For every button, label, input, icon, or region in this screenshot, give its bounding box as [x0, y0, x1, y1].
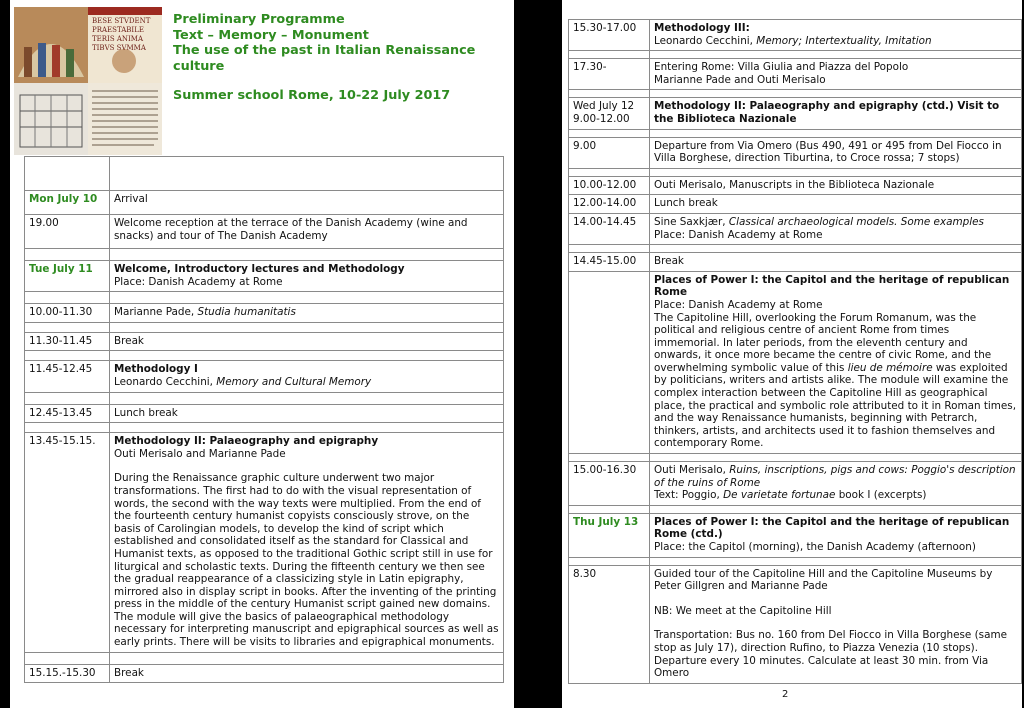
time-cell: 10.00-12.00: [569, 176, 650, 195]
page-1: [10, 0, 514, 708]
table-row: [25, 664, 504, 683]
programme-table-page-1: [24, 156, 504, 683]
table-row: [25, 322, 504, 332]
session-title: Methodology III:: [654, 22, 750, 34]
event-cell: Welcome, Introductory lectures and Methodology Place: Danish Academy at Rome: [110, 261, 504, 292]
event-cell: Outi Merisalo, Ruins, inscriptions, pigs and cows: Poggio's description of the ruins of Rome Text: Poggio, De varietate fortunae book I (excerpts): [650, 462, 1022, 506]
table-row: [569, 454, 1022, 462]
table-row: [25, 351, 504, 361]
programme-header: [10, 0, 514, 156]
table-row: [569, 565, 1022, 683]
module-description: During the Renaissance graphic culture underwent two major transformations. The first had to do with the visual representation of words, the second with the way texts were multiplied. From the end of the fourteenth century humanist copyists consciously strove, on the basis of Carolingian models, to develop the kind of script which established and consolidated itself as the standard for Classical and Humanist texts, as opposed to the traditional Gothic script still in use for liturgical and scholastic texts. During the fifteenth century we then see the gradual reappearance of a classicizing style in Latin epigraphy, mirrored also in display script in books. After the inventing of the printing press in the middle of the century Humanist script gained new domains. The module will give the basics of palaeographical methodology necessary for interpreting manuscript and epigraphical sources as well as early prints. There will be visits to libraries and epigraphical monuments.: [114, 472, 499, 649]
table-row: [25, 157, 504, 191]
table-row: [569, 20, 1022, 51]
title-line: Preliminary Programme: [173, 12, 345, 27]
event-cell: Entering Rome: Villa Giulia and Piazza del Popolo Marianne Pade and Outi Merisalo: [650, 59, 1022, 90]
table-row: [25, 261, 504, 292]
table-row: [569, 253, 1022, 272]
table-row: [569, 137, 1022, 168]
table-row: [25, 423, 504, 433]
table-row: [569, 168, 1022, 176]
time-cell: 9.00: [569, 137, 650, 168]
table-row: [569, 51, 1022, 59]
svg-text:BESE STVDENT: BESE STVDENT: [92, 17, 151, 25]
table-row: [569, 245, 1022, 253]
svg-text:TERIS ANIMA: TERIS ANIMA: [92, 35, 144, 43]
page-number: 2: [782, 689, 789, 700]
table-row: [569, 505, 1022, 513]
page-2: [562, 0, 1022, 708]
event-cell: Marianne Pade, Studia humanitatis: [110, 304, 504, 323]
event-cell: Break: [110, 332, 504, 351]
time-cell: 15.15.-15.30: [25, 664, 110, 683]
table-row: [25, 332, 504, 351]
summer-school-dates: Summer school Rome, 10-22 July 2017: [173, 88, 451, 104]
title-line: Text – Memory – Monument: [173, 27, 369, 43]
table-row: [25, 304, 504, 323]
table-row: [25, 652, 504, 664]
table-row: [25, 433, 504, 653]
time-cell: 15.00-16.30: [569, 462, 650, 506]
date-cell: Tue July 11: [25, 261, 110, 292]
table-row: [569, 513, 1022, 557]
date-cell: Mon July 10: [25, 191, 110, 215]
table-row: [569, 271, 1022, 453]
table-row: [25, 191, 504, 215]
table-row: [25, 404, 504, 423]
time-cell: 14.45-15.00: [569, 253, 650, 272]
renaissance-collage-image: [14, 7, 162, 155]
table-row: [569, 195, 1022, 214]
event-cell: Lunch break: [650, 195, 1022, 214]
table-row: [569, 213, 1022, 244]
event-cell: Departure from Via Omero (Bus 490, 491 or 495 from Del Fiocco in Villa Borghese, direction Tiburtina, to Croce rossa; 7 stops): [650, 137, 1022, 168]
table-row: [25, 392, 504, 404]
table-row: [569, 129, 1022, 137]
time-cell: 13.45-15.15.: [25, 433, 110, 653]
time-cell: 8.30: [569, 565, 650, 683]
table-row: [569, 98, 1022, 129]
time-cell: 15.30-17.00: [569, 20, 650, 51]
time-cell: 17.30-: [569, 59, 650, 90]
event-cell: Methodology III: Leonardo Cecchini, Memory; Intertextuality, Imitation: [650, 20, 1022, 51]
event-cell: Break: [650, 253, 1022, 272]
session-title: Welcome, Introductory lectures and Methodology: [114, 263, 405, 275]
event-cell: Places of Power I: the Capitol and the heritage of republican Rome (ctd.) Place: the Capitol (morning), the Danish Academy (afternoon): [650, 513, 1022, 557]
table-row: [25, 215, 504, 249]
svg-text:TIBVS SVMMA: TIBVS SVMMA: [92, 44, 146, 52]
session-title: Places of Power I: the Capitol and the heritage of republican Rome: [654, 273, 1010, 299]
event-cell: Methodology II: Palaeography and epigraphy Outi Merisalo and Marianne Pade During the Renaissance graphic culture underwent two major transformations. The first had to do with the visual representation of words, the second with the way texts were multiplied. From the end of the fourteenth century humanist copyists consciously strove, on the basis of Carolingian models, to develop the kind of script which established and consolidated itself as the standard for Classical and Humanist texts, as opposed to the traditional Gothic script still in use for liturgical and scholastic texts. During the fifteenth century we then see the gradual reappearance of a classicizing style in Latin epigraphy, mirrored also in display script in books. After the inventing of the printing press in the middle of the century Humanist script gained new domains. The module will give the basics of palaeographical methodology necessary for interpreting manuscript and epigraphical sources as well as early prints. There will be visits to libraries and epigraphical monuments.: [110, 433, 504, 653]
programme-table-page-2: [568, 19, 1022, 684]
event-cell: Sine Saxkjær, Classical archaeological models. Some examples Place: Danish Academy at Rome: [650, 213, 1022, 244]
event-cell: Arrival: [110, 191, 504, 215]
title-line: The use of the past in Italian Renaissance: [173, 43, 476, 59]
title-line: culture: [173, 58, 225, 74]
table-row: [25, 249, 504, 261]
event-cell: Guided tour of the Capitoline Hill and the Capitoline Museums by Peter Gillgren and Marianne Pade NB: We meet at the Capitoline Hill Transportation: Bus no. 160 from Del Fiocco in Villa Borghese (same stop as July 17), direction Rufino, to Piazza Venezia (10 stops). Departure every 10 minutes. Calculate at least 30 min. from Via Omero: [650, 565, 1022, 683]
session-title: Methodology II: Palaeography and epigraphy: [114, 435, 379, 448]
table-row: [569, 90, 1022, 98]
event-cell: Places of Power I: the Capitol and the heritage of republican Rome Place: Danish Academy at Rome The Capitoline Hill, overlooking the Forum Romanum, was the political and religious centre of ancient Rome from times immemorial. In later periods, from the eleventh century and onwards, it once more became the centre of civic Rome, and the overwhelming symbolic value of this lieu de mémoire was exploited by politicians, writers and artists alike. The module will examine the complex interaction between the Capitoline Hill as geographical place, the practical and symbolic role attributed to it in Roman times, and the way Renaissance humanists, beginning with Petrarch, thinkers, artists, and architects used it to fashion themselves and contemporary Rome.: [650, 271, 1022, 453]
event-cell: Outi Merisalo, Manuscripts in the Biblioteca Nazionale: [650, 176, 1022, 195]
time-cell: 19.00: [25, 215, 110, 249]
table-row: [569, 176, 1022, 195]
table-row: [569, 462, 1022, 506]
time-cell: 14.00-14.45: [569, 213, 650, 244]
session-title: Methodology II: Palaeography and epigraphy (ctd.) Visit to the Biblioteca Nazionale: [654, 100, 1000, 125]
table-row: [25, 292, 504, 304]
event-cell: Welcome reception at the terrace of the Danish Academy (wine and snacks) and tour of The Danish Academy: [110, 215, 504, 249]
time-cell: 11.30-11.45: [25, 332, 110, 351]
date-cell: Wed July 12 9.00-12.00: [569, 98, 650, 129]
session-title: Methodology I: [114, 363, 198, 376]
table-row: [569, 59, 1022, 90]
session-title: Places of Power I: the Capitol and the heritage of republican Rome (ctd.): [654, 515, 1010, 541]
table-row: [569, 557, 1022, 565]
time-cell: 11.45-12.45: [25, 361, 110, 392]
svg-text:PRAESTABILE: PRAESTABILE: [92, 26, 144, 34]
event-cell: [650, 98, 1022, 129]
time-cell: 10.00-11.30: [25, 304, 110, 323]
table-row: [25, 361, 504, 392]
event-cell: Methodology I Leonardo Cecchini, Memory and Cultural Memory: [110, 361, 504, 392]
module-description: The Capitoline Hill, overlooking the Forum Romanum, was the political and religious centre of ancient Rome from times immemorial. In later periods, from the eleventh century and onwards, it once more became the centre of civic Rome, and the overwhelming symbolic value of this lieu de mémoire was exploited by politicians, writers and artists alike. The module will examine the complex interaction between the Capitoline Hill as geographical place, the practical and symbolic role attributed to it in Roman times, and the way Renaissance humanists, beginning with Petrarch, thinkers, artists, and architects used it to fashion themselves and contemporary Rome.: [654, 311, 1017, 450]
event-cell: Lunch break: [110, 404, 504, 423]
programme-title: [173, 12, 503, 104]
event-cell: Break: [110, 664, 504, 683]
date-cell: Thu July 13: [569, 513, 650, 557]
time-cell: 12.45-13.45: [25, 404, 110, 423]
time-cell: 12.00-14.00: [569, 195, 650, 214]
